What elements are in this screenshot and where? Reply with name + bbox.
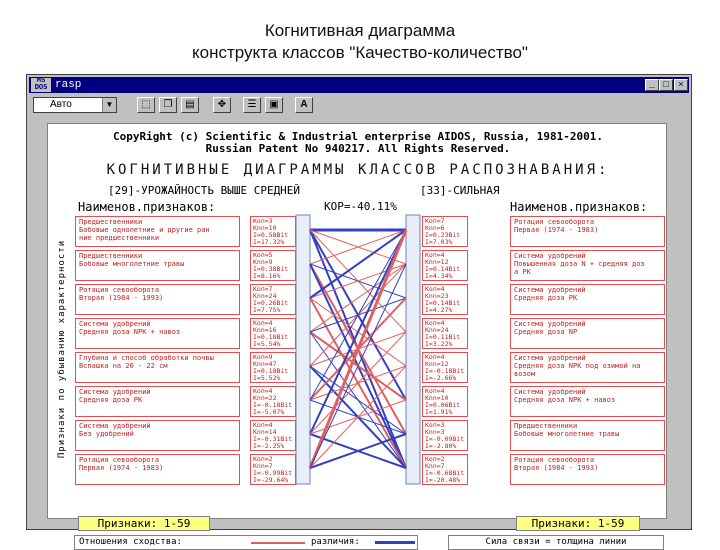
left-stats-box-line: Knn=10 — [253, 225, 277, 232]
right-stats-box-line: I=0.06Bit — [425, 402, 461, 409]
legend-difference-label: различия: — [311, 537, 360, 547]
right-feature-box-line: Система удобрений — [514, 354, 586, 362]
right-stats-box-line: I=-20.48% — [425, 477, 461, 484]
close-button[interactable]: × — [674, 79, 688, 91]
left-feature-box-line: ние предшественники — [79, 234, 160, 242]
right-stats-box-line: I=-0.09Bit — [425, 436, 465, 443]
left-stats-box-line: Kоп=4 — [253, 422, 273, 429]
right-stats-box-line: Kоп=4 — [425, 354, 445, 361]
fullscreen-icon[interactable]: ✥ — [213, 97, 231, 113]
right-stats-box-line: Kоп=4 — [425, 320, 445, 327]
left-stats-box-line: Kоп=4 — [253, 320, 273, 327]
right-stats-box-line: Kоп=4 — [425, 286, 445, 293]
left-stats-box-line: I=0.38Bit — [253, 266, 289, 273]
right-stats-box-line: Kоп=4 — [425, 388, 445, 395]
right-stats-box-line: I=-2.66% — [425, 375, 457, 382]
copyright-line2: Russian Patent No 940217. All Rights Reserved. — [205, 142, 511, 155]
window-titlebar[interactable] — [29, 77, 689, 93]
right-stats-box-line: I=0.14Bit — [425, 300, 461, 307]
left-stats-box-line: Knn=47 — [253, 361, 277, 368]
left-feature-box-line: Первая (1974 - 1983) — [79, 464, 164, 472]
legend-similarity-line — [251, 542, 305, 544]
left-stats-box-line: Kоп=4 — [253, 388, 273, 395]
left-feature-box-line: Средняя доза NPK + навоз — [79, 328, 181, 336]
font-icon[interactable]: A — [295, 97, 313, 113]
copy-icon[interactable]: ❐ — [159, 97, 177, 113]
select-icon[interactable]: ⬚ — [137, 97, 155, 113]
left-stats-box-line: I=0.18Bit — [253, 368, 289, 375]
features-range-left: Признаки: 1-59 — [78, 516, 210, 531]
background-icon[interactable]: ▣ — [265, 97, 283, 113]
right-feature-box-line: Средняя доза NPK + навоз — [514, 396, 616, 404]
left-stats-box-line: I=7.75% — [253, 307, 281, 314]
right-stats-box-line: Kоп=4 — [425, 252, 445, 259]
right-stats-box-line: I=0.11Bit — [425, 334, 461, 341]
font-size-value: Авто — [50, 99, 72, 110]
left-feature-box-line: Бобовые однолетние и другие ран — [79, 226, 210, 234]
left-feature-box-line: Бобовые многолетние травы — [79, 260, 185, 268]
links-svg — [47, 123, 667, 519]
right-stats-box-line: Knn=12 — [425, 361, 449, 368]
minimize-button[interactable]: _ — [645, 79, 659, 91]
left-stats-box-line: I=8.16% — [253, 273, 281, 280]
left-feature-box-line: Система удобрений — [79, 388, 151, 396]
right-stats-box-line: I=4.34% — [425, 273, 453, 280]
right-stats-box-line: Kоп=3 — [425, 422, 445, 429]
left-anchor-column — [296, 215, 310, 484]
right-stats-box-line: I=1.91% — [425, 409, 453, 416]
slide-title-line1: Когнитивная диаграмма — [264, 21, 456, 40]
right-stats-box-line: I=4.27% — [425, 307, 453, 314]
right-stats-box-line: Knn=24 — [425, 327, 449, 334]
right-feature-box-line: Ротация севооборота — [514, 456, 595, 464]
right-stats-box-line: Knn=7 — [425, 463, 445, 470]
right-feature-box-line: Система удобрений — [514, 252, 586, 260]
app-window — [26, 74, 692, 547]
right-stats-box-line: Kоп=7 — [425, 218, 445, 225]
legend-similarity-label: Отношения сходства: — [79, 537, 182, 547]
right-feature-box-line: Средняя доза NP — [514, 328, 578, 336]
right-stats-box-line: Kоп=2 — [425, 456, 445, 463]
left-feature-box-line: Предшественники — [79, 218, 143, 226]
left-stats-box-line: Kоп=2 — [253, 456, 273, 463]
legend-relations — [74, 535, 418, 550]
class-left-label: [29]-УРОЖАЙНОСТЬ ВЫШЕ СРЕДНЕЙ — [108, 184, 301, 197]
right-feature-box-line: Ротация севооборота — [514, 218, 595, 226]
right-stats-box-line: I=7.03% — [425, 239, 453, 246]
right-feature-box-line: Бобовые многолетние травы — [514, 430, 620, 438]
right-stats-box-line: Knn=10 — [425, 395, 449, 402]
difference-link — [310, 230, 406, 434]
left-stats-box-line: Knn=22 — [253, 395, 277, 402]
right-feature-box-line: Повышенная доза N + средняя доз — [514, 260, 645, 268]
right-feature-box-line: возом — [514, 370, 536, 378]
toolbar — [29, 95, 689, 117]
right-stats-box-line: Knn=6 — [425, 225, 445, 232]
left-stats-box-line: Knn=9 — [253, 259, 273, 266]
right-feature-box-line: Система удобрений — [514, 286, 586, 294]
left-stats-box-line: I=0.18Bit — [253, 334, 289, 341]
left-stats-box-line: Knn=16 — [253, 327, 277, 334]
right-feature-box-line: Средняя доза PK — [514, 294, 578, 302]
left-feature-box-line: Глубина и способ обработки почвы — [79, 354, 214, 362]
left-stats-box-line: I=-0.31Bit — [253, 436, 293, 443]
msdos-icon: MS DOS — [31, 78, 51, 92]
left-stats-box-line: I=-5.07% — [253, 409, 285, 416]
similarity-link — [310, 264, 406, 332]
left-stats-box-line: Knn=7 — [253, 463, 273, 470]
left-stats-box-line: I=-0.18Bit — [253, 402, 293, 409]
slide-title-line2: конструкта классов "Качество-количество" — [192, 43, 528, 62]
diagram-title: КОГНИТИВНЫЕ ДИАГРАММЫ КЛАССОВ РАСПОЗНАВАНИЯ: — [106, 162, 610, 178]
left-stats-box-line: I=17.32% — [253, 239, 285, 246]
vertical-axis-text: Признаки по убыванию характерности — [57, 239, 67, 459]
left-stats-box-line: I=-0.99Bit — [253, 470, 293, 477]
chevron-down-icon[interactable]: ▼ — [102, 98, 116, 112]
left-feature-box-line: Ротация севооборота — [79, 456, 160, 464]
left-stats-box-line: Knn=24 — [253, 293, 277, 300]
legend-difference-line — [375, 541, 415, 544]
left-features-header: Наименов.признаков: — [78, 200, 216, 214]
right-feature-box-line: Система удобрений — [514, 388, 586, 396]
right-stats-box-line: Knn=3 — [425, 429, 445, 436]
right-feature-box-line: а PK — [514, 268, 531, 276]
window-title: rasp — [55, 79, 82, 91]
left-feature-box-line: Предшественники — [79, 252, 143, 260]
right-stats-box-line: I=0.23Bit — [425, 232, 461, 239]
left-feature-box-line: Вспашка на 20 - 22 см — [79, 362, 168, 370]
right-feature-box-line: Средняя доза NPK под озимой на — [514, 362, 641, 370]
left-stats-box-line: I=-2.25% — [253, 443, 285, 450]
right-stats-box-line: I=-0.18Bit — [425, 368, 465, 375]
right-feature-box-line: Система удобрений — [514, 320, 586, 328]
left-stats-box-line: Kоп=7 — [253, 286, 273, 293]
right-stats-box-line: I=3.22% — [425, 341, 453, 348]
right-feature-box-line: Предшественники — [514, 422, 578, 430]
legend-strength: Сила связи = толщина линии — [448, 535, 664, 550]
right-stats-box-line: I=0.14Bit — [425, 266, 461, 273]
right-anchor-column — [406, 215, 420, 484]
right-feature-box-line: Вторая (1984 - 1993) — [514, 464, 599, 472]
right-features-header: Наименов.признаков: — [510, 200, 648, 214]
left-stats-box-line: I=0.58Bit — [253, 232, 289, 239]
left-stats-box-line: I=5.54% — [253, 341, 281, 348]
properties-icon[interactable]: ☰ — [243, 97, 261, 113]
maximize-button[interactable]: □ — [659, 79, 673, 91]
right-feature-box-line: Первая (1974 - 1983) — [514, 226, 599, 234]
features-range-right: Признаки: 1-59 — [516, 516, 640, 531]
left-feature-box-line: Система удобрений — [79, 422, 151, 430]
left-stats-box-line: Knn=14 — [253, 429, 277, 436]
left-feature-box-line: Вторая (1984 - 1993) — [79, 294, 164, 302]
left-feature-box-line: Без удобрений — [79, 430, 134, 438]
left-stats-box-line: Kоп=5 — [253, 252, 273, 259]
copyright-line1: CopyRight (c) Scientific & Industrial enterprise AIDOS, Russia, 1981-2001. — [112, 130, 604, 143]
font-size-combo[interactable] — [33, 97, 117, 113]
left-feature-box-line: Средняя доза PK — [79, 396, 143, 404]
left-stats-box-line: I=-29.64% — [253, 477, 289, 484]
left-stats-box-line: I=5.52% — [253, 375, 281, 382]
right-stats-box-line: I=-0.68Bit — [425, 470, 465, 477]
class-right-label: [33]-СИЛЬНАЯ — [420, 184, 500, 197]
left-stats-box-line: Kоп=9 — [253, 354, 273, 361]
right-stats-box-line: Knn=12 — [425, 259, 449, 266]
correlation-value: КОР=-40.11% — [324, 200, 397, 213]
left-feature-box-line: Система удобрений — [79, 320, 151, 328]
left-feature-box-line: Ротация севооборота — [79, 286, 160, 294]
paste-icon[interactable]: ▤ — [181, 97, 199, 113]
left-stats-box-line: Kоп=3 — [253, 218, 273, 225]
right-stats-box-line: I=-2.80% — [425, 443, 457, 450]
left-stats-box-line: I=0.26Bit — [253, 300, 289, 307]
right-stats-box-line: Knn=23 — [425, 293, 449, 300]
